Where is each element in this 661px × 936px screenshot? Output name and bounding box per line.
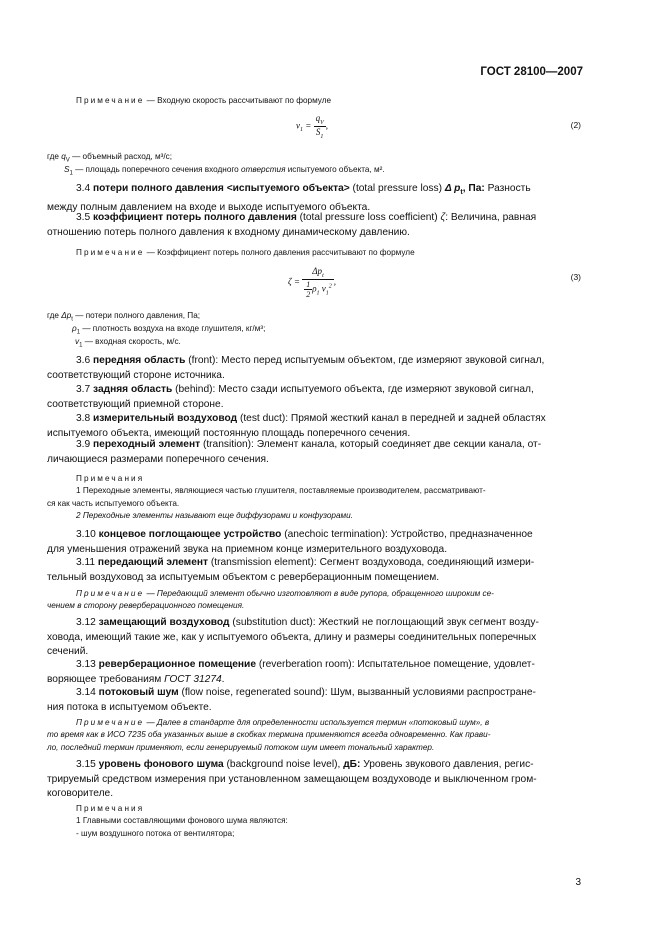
english-term: (total pressure loss coefficient) (299, 212, 438, 223)
definition-part-a: Шум, вызванный условиями распростране- (330, 687, 536, 698)
term: потоковый шум (98, 687, 179, 698)
definition-part-a: Место перед испытуемым объектом, где измеряют звуковой сигнал, (221, 355, 545, 366)
definition-part-b: испытуемого объекта, имеющий постоянную площадь поперечного сечения. (47, 427, 411, 439)
definition-part-c: . (221, 673, 225, 685)
definition-part-a: Уровень звукового давления, регис- (363, 759, 534, 770)
term: передающий элемент (97, 557, 208, 568)
definition-3-12 (47, 616, 581, 660)
note-text-b: то время как в ИСО 7235 оба указанных выше в скобках термина применяются всегда одновременно. Как прави- (47, 730, 491, 740)
definition-part-b: между полным давлением на входе и выходе испытуемого объекта. (47, 201, 371, 213)
formula-2-den: S (315, 126, 321, 137)
notes-label: Примечания (76, 474, 145, 483)
formula-2-num-sub: V (320, 119, 324, 126)
notes-background-noise (47, 803, 581, 840)
note-1: 1 Главными составляющими фонового шума являются: (76, 816, 288, 826)
term: потери полного давления <испытуемого объекта> (93, 183, 350, 194)
symbol-v1: v (75, 337, 80, 346)
symbol-qv: q (61, 152, 66, 161)
symbol-dpt-sub: t (71, 316, 73, 323)
symbol-sub: t (460, 189, 463, 197)
definition-part-b: соответствующий приемной стороне. (47, 398, 224, 410)
desc-s1-a: — площадь поперечного сечения входного (75, 165, 239, 174)
definition-part-a: Разность (487, 183, 531, 194)
item-number: 3.14 (76, 687, 96, 698)
english-term: (reverberation room): (258, 659, 355, 670)
formula-2-fraction (314, 113, 326, 140)
unit: , Па: (462, 183, 485, 194)
symbol: Δ p (444, 183, 461, 194)
symbol-s1: S (64, 165, 70, 174)
formula-3-rho-sub: 1 (316, 290, 320, 297)
term: переходный элемент (93, 439, 201, 450)
definition-3-6 (47, 354, 581, 383)
notes-label: Примечания (76, 804, 145, 813)
term: уровень фонового шума (98, 759, 224, 770)
item-number: 3.10 (76, 529, 96, 540)
definition-3-11 (47, 556, 581, 585)
term: задняя область (93, 384, 173, 395)
english-term: (total pressure loss) (352, 183, 443, 194)
definition-part-a: Жесткий не поглощающий звук сегмент возду- (318, 617, 539, 628)
note-2: - шум воздушного потока от вентилятора; (76, 828, 235, 838)
where-word: где (47, 311, 59, 320)
definition-part-b: ния потока в испытуемом объекте. (47, 701, 212, 713)
note-1-a: 1 Переходные элементы, являющиеся частью глушителя, поставляемые производителем, рассматривают- (76, 486, 486, 496)
formula-2-number: (2) (570, 120, 581, 130)
definition-part-b: трируемый средством измерения при установленном замещающем воздуховоде и выключенном гром- (47, 773, 537, 785)
term: передняя область (93, 355, 186, 366)
formula-3-v: v (321, 283, 326, 294)
note-flow-noise (47, 717, 581, 754)
note-text-c: ло, последний термин применяют, если генерируемый потоком шум имеет тональный характер. (47, 742, 435, 752)
english-term: (test duct): (239, 413, 289, 424)
definition-part-a: Элемент канала, который соединяет две секции канала, от- (256, 439, 542, 450)
definition-part-b: ховода, имеющий такие же, как у испытуемого объекта, длину и размеры соединительных поперечных (47, 631, 537, 643)
formula-3-rho: ρ (312, 283, 317, 294)
notes-transition (47, 473, 581, 523)
definition-part-b: соответствующий стороне источника. (47, 369, 225, 381)
note-label: Примечание (76, 248, 145, 257)
note-1-b: ся как часть испытуемого объекта. (47, 498, 180, 508)
definition-3-10 (47, 528, 581, 557)
english-term: (anechoic termination): (284, 529, 388, 540)
definition-part-a: Устройство, предназначенное (390, 529, 533, 540)
definition-part-b: воряющее требованиям (47, 673, 162, 685)
definition-3-14 (47, 686, 581, 715)
formula-3-num: Δp (312, 266, 323, 276)
formula-2-lhs: v (296, 120, 300, 131)
unit: дБ: (343, 759, 361, 770)
item-number: 3.15 (76, 759, 96, 770)
item-number: 3.12 (76, 617, 96, 628)
formula-3: ζ = $\Delta p_t$ $\frac{1}{2}$ $\rho_1$ $v_1^2$ , (288, 266, 337, 299)
where-block-1-line-2 (64, 164, 385, 180)
definition-part-a: Прямой жесткий канал в передней и задней областях (290, 413, 546, 424)
symbol-rho: ρ (72, 324, 77, 333)
desc-rho: — плотность воздуха на входе глушителя, кг/м³; (82, 324, 266, 333)
symbol-qv-sub: V (65, 157, 70, 164)
note-text: — Коэффициент потерь полного давления рассчитывают по формуле (146, 248, 415, 257)
definition-part-b: для уменьшения отражений звука на приемном конце измерительного воздуховода. (47, 543, 448, 555)
definition-3-15 (47, 758, 581, 802)
note-text-b: чением в сторону реверберационного помещения. (47, 601, 245, 611)
term: измерительный воздуховод (93, 413, 238, 424)
formula-3-v-sup: 2 (328, 283, 332, 290)
symbol-dpt: Δp (61, 311, 72, 320)
definition-3-8 (47, 412, 581, 441)
note-label: Примечание (76, 589, 145, 598)
note-label: Примечание (76, 96, 145, 105)
definition-part-b: тельный воздуховод за испытуемым объектом с реверберационным помещением. (47, 571, 440, 583)
definition-part-c: сечений. (47, 646, 89, 658)
item-number: 3.6 (76, 355, 91, 366)
note-2: 2 Переходные элементы называют еще диффузорами и конфузорами. (76, 511, 353, 521)
item-number: 3.11 (76, 557, 96, 568)
definition-part-b: личающиеся размерами поперечного сечения. (47, 453, 269, 465)
item-number: 3.13 (76, 659, 96, 670)
desc-dpt: — потери полного давления, Па; (75, 311, 201, 320)
formula-3-number: (3) (570, 272, 581, 282)
definition-3-9 (47, 438, 581, 467)
formula-2: $v_1$ = $\frac{q_V}{S_1}$ , (296, 113, 328, 140)
symbol-s1-sub: 1 (69, 170, 73, 177)
page-number: 3 (575, 877, 581, 888)
item-number: 3.4 (76, 183, 91, 194)
symbol: ζ (440, 212, 446, 223)
definition-part-c: коговорителе. (47, 788, 114, 800)
gost-reference: ГОСТ 31274 (164, 673, 222, 685)
english-term: (transition): (202, 439, 254, 450)
item-number: 3.9 (76, 439, 91, 450)
definition-part-b: отношению потерь полного давления к входному динамическому давлению. (47, 226, 410, 238)
term: замещающий воздуховод (98, 617, 230, 628)
formula-2-den-sub: 1 (320, 133, 324, 140)
english-term: (front): (188, 355, 219, 366)
definition-part-a: Испытательное помещение, удовлет- (357, 659, 535, 670)
term: коэффициент потерь полного давления (93, 212, 297, 223)
item-number: 3.7 (76, 384, 91, 395)
note-inlet-velocity (47, 95, 581, 107)
desc-s1-c: испытуемого объекта, м². (287, 165, 385, 174)
note-label: Примечание (76, 718, 145, 727)
where-word: где (47, 152, 59, 161)
english-term: (substitution duct): (232, 617, 316, 628)
note-text-a: — Передающий элемент обычно изготовляют в виде рупора, обращенного широким се- (146, 589, 494, 598)
english-term: (flow noise, regenerated sound): (181, 687, 328, 698)
where-block-2-line-3 (75, 336, 181, 352)
english-term: (behind): (175, 384, 216, 395)
item-number: 3.8 (76, 413, 91, 424)
formula-3-half-den: 2 (306, 289, 311, 299)
formula-2-num: q (315, 113, 321, 123)
term: концевое поглощающее устройство (98, 529, 282, 540)
desc-v1: — входная скорость, м/с. (84, 337, 181, 346)
definition-part-a: : Величина, равная (445, 212, 537, 223)
note-text: — Входную скорость рассчитывают по формуле (146, 96, 332, 105)
formula-3-v-sub: 1 (325, 290, 329, 297)
symbol-v1-sub: 1 (79, 342, 83, 349)
definition-3-5 (47, 211, 581, 240)
formula-3-lhs: ζ = (288, 276, 300, 287)
definition-3-7 (47, 383, 581, 412)
standard-header: ГОСТ 28100—2007 (480, 66, 583, 78)
english-term: (background noise level), (226, 759, 341, 770)
definition-part-a: Место сзади испытуемого объекта, где измеряют звуковой сигнал, (218, 384, 534, 395)
note-pressure-loss-coefficient (47, 247, 581, 259)
note-transmission-element (47, 588, 581, 613)
symbol-rho-sub: 1 (76, 329, 81, 336)
note-text-a: — Далее в стандарте для определенности используется термин «потоковый шум», в (146, 718, 490, 727)
formula-3-half-num: 1 (306, 279, 311, 289)
formula-3-num-sub: t (322, 272, 324, 279)
english-term: (transmission element): (210, 557, 317, 568)
term: реверберационное помещение (98, 659, 256, 670)
item-number: 3.5 (76, 212, 91, 223)
desc-s1-b: отверстия (241, 165, 286, 174)
desc-qv: — объемный расход, м³/с; (72, 152, 172, 161)
formula-2-lhs-sub: 1 (300, 127, 303, 134)
formula-3-fraction (302, 266, 334, 299)
definition-3-13 (47, 658, 581, 687)
definition-part-a: Сегмент воздуховода, соединяющий измери- (319, 557, 535, 568)
